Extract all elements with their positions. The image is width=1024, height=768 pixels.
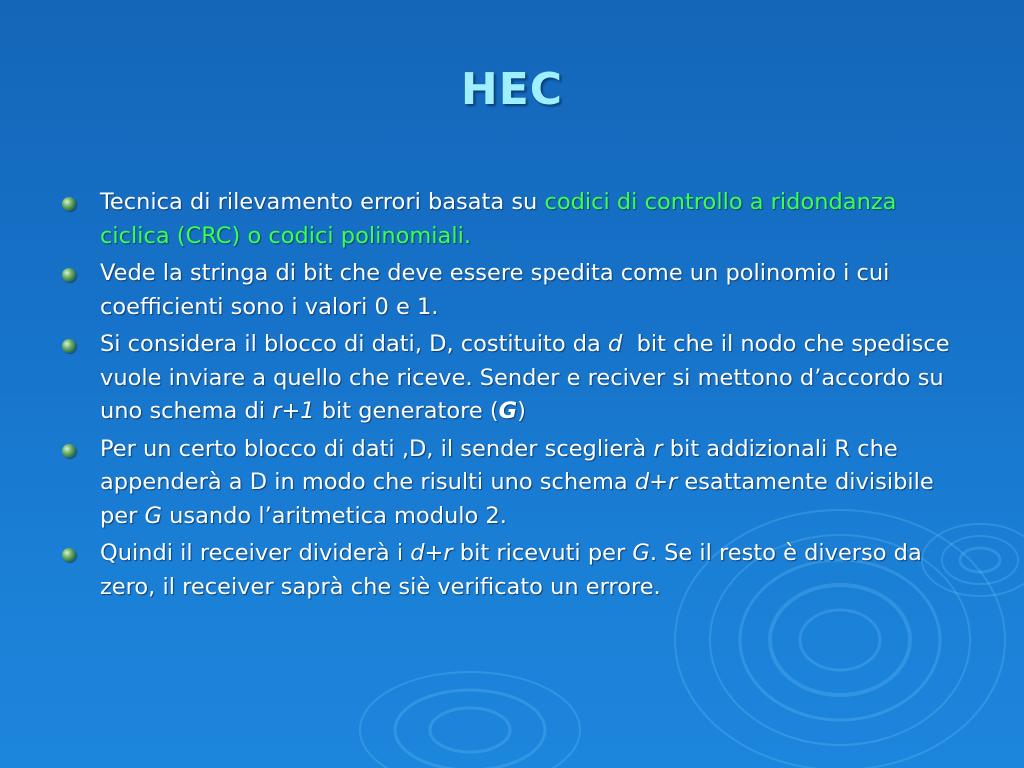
green-sphere-icon (62, 268, 76, 282)
text-segment: bit ricevuti per (452, 540, 633, 566)
italic-text: d+r (634, 469, 678, 495)
italic-text: d (607, 331, 623, 357)
text-segment: bit che il nodo che spedisce vuole inviare a quello che riceve. Sender e reciver si mettono d’accordo su uno schema di (100, 331, 957, 424)
text-segment: bit addizionali R che appenderà a D in modo che risulti uno schema (100, 435, 898, 495)
text-segment: . Se il resto è diverso da zero, il receiver saprà che siè verificato un errore. (100, 540, 922, 600)
bullet-item (62, 328, 972, 429)
italic-text: r (653, 435, 663, 462)
italic-text: d+r (410, 540, 453, 566)
bullet-list (62, 186, 972, 608)
text-segment: usando l’aritmetica modulo 2. (161, 502, 507, 529)
highlighted-text: codici di controllo a ridondanza ciclica (CRC) o codici polinomiali. (100, 189, 897, 249)
bullet-text (100, 540, 922, 600)
text-segment: esattamente divisibile per (100, 469, 934, 529)
text-segment: Quindi il receiver dividerà i (100, 540, 411, 566)
bold-italic-text: G (498, 398, 518, 424)
bullet-text (100, 436, 934, 529)
green-sphere-icon (62, 197, 76, 211)
italic-text: r+1 (272, 398, 315, 424)
bullet-text (100, 331, 957, 424)
text-segment: Vede la stringa di bit che deve essere spedita come un polinomio i cui coefficienti sono i valori 0 e 1. (100, 260, 890, 320)
bullet-text (100, 189, 896, 249)
text-segment: ) (517, 398, 526, 424)
text-segment: Si considera il blocco di dati, D, costituito da (100, 331, 608, 357)
text-segment: Tecnica di rilevamento errori basata su (100, 189, 545, 215)
bullet-item (62, 186, 972, 253)
bullet-item (62, 537, 972, 604)
bullet-item (62, 433, 972, 534)
italic-text: G (144, 502, 162, 529)
text-segment: Per un certo blocco di dati ,D, il sender sceglierà (100, 435, 654, 462)
bullet-text (100, 260, 889, 320)
green-sphere-icon (62, 339, 76, 353)
bullet-item (62, 257, 972, 324)
green-sphere-icon (62, 444, 76, 458)
text-segment: bit generatore ( (314, 398, 499, 424)
slide-title: HEC (460, 64, 564, 115)
green-sphere-icon (62, 548, 76, 562)
italic-text: G (632, 540, 650, 566)
